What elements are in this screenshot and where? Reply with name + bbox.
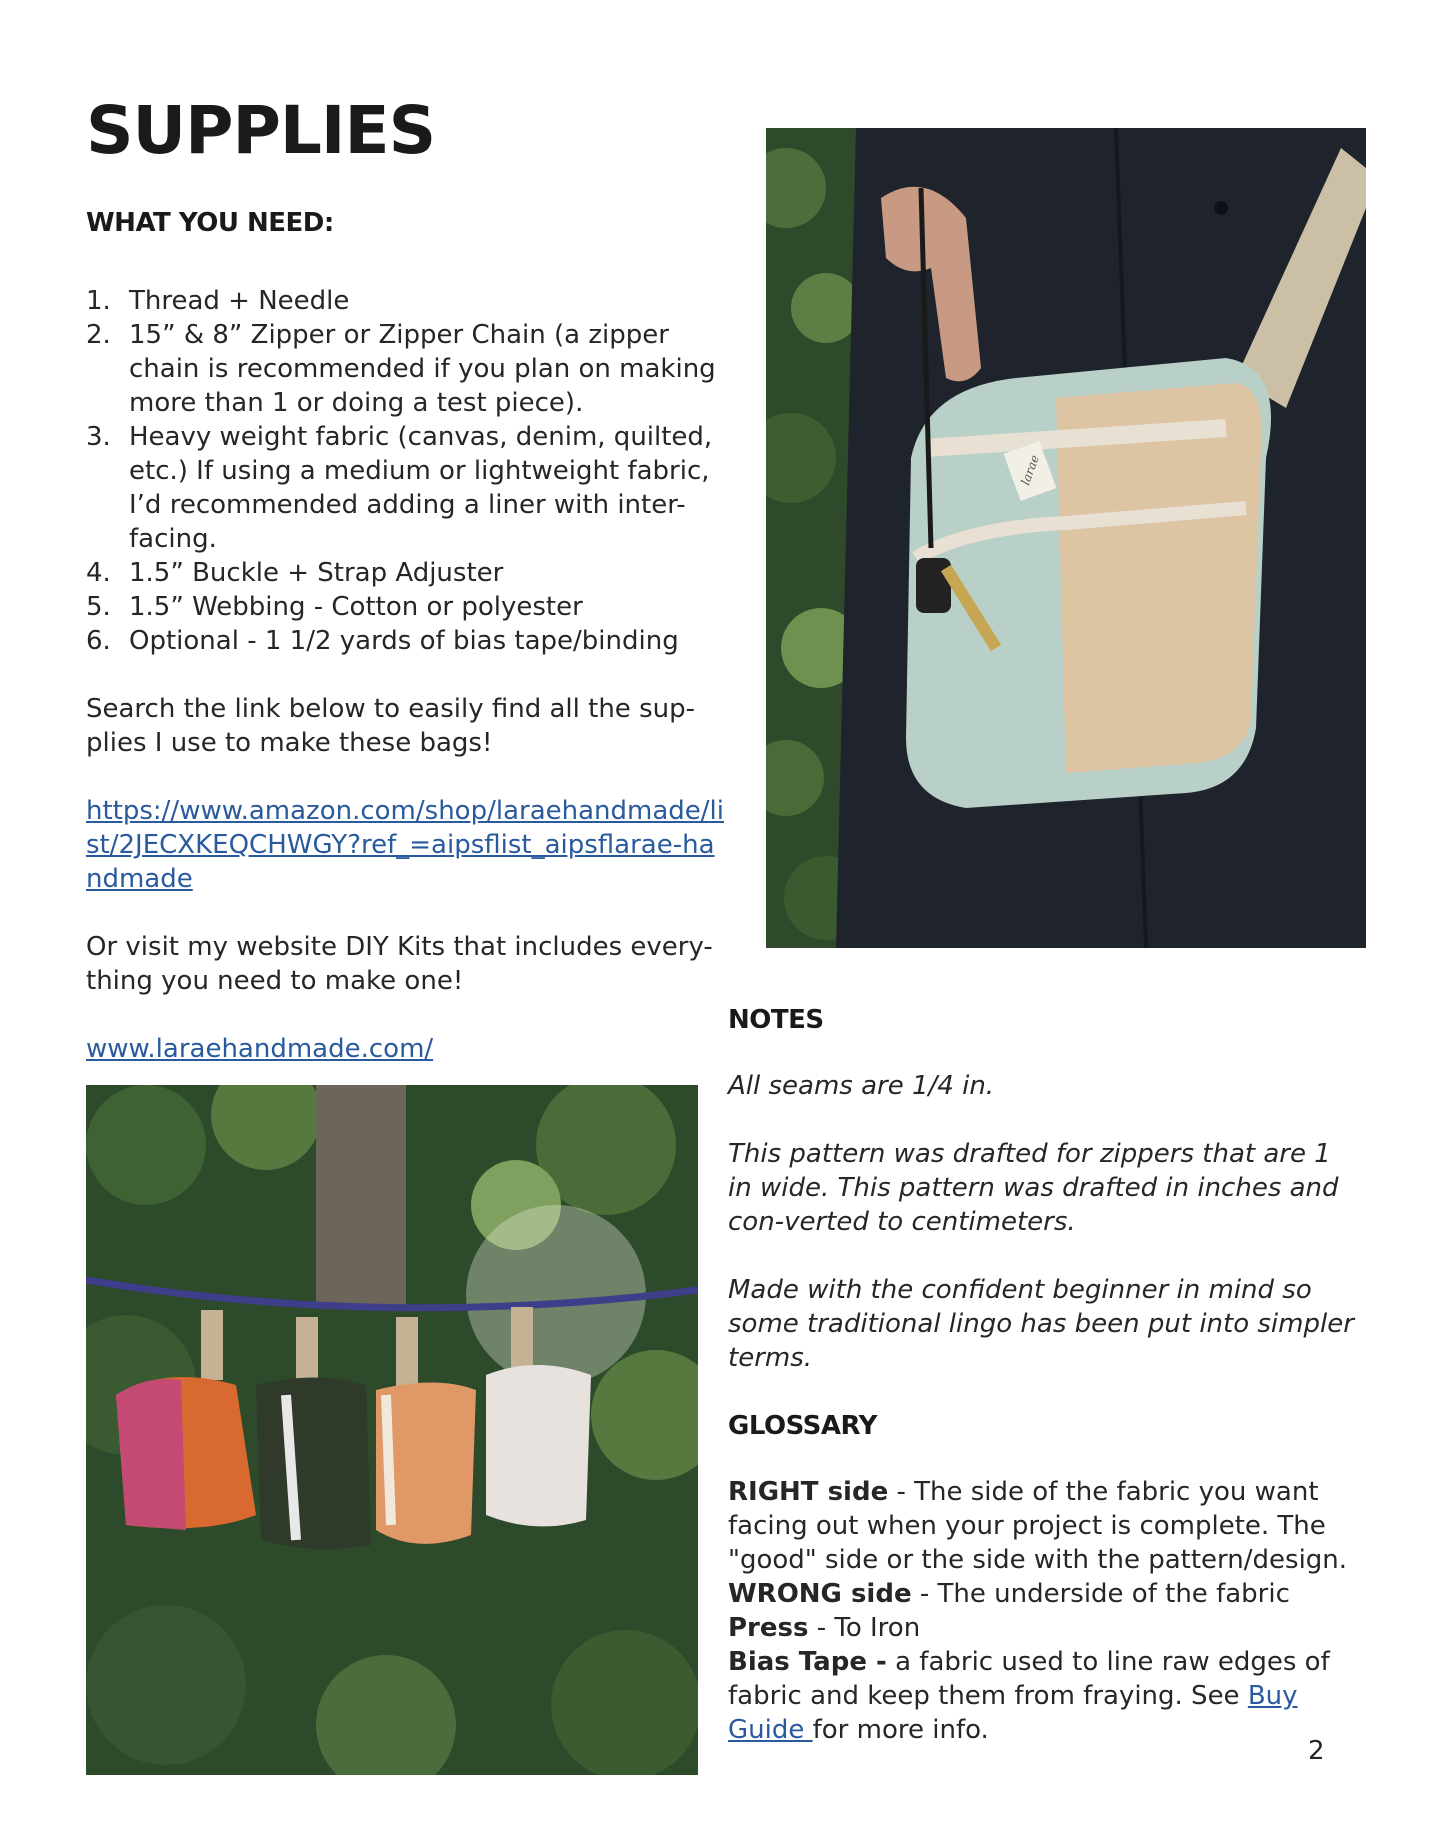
glossary-list — [728, 1475, 1368, 1747]
buy-guide-link[interactable]: Buy Guide — [728, 1681, 1298, 1745]
website-link[interactable]: www.laraehandmade.com/ — [86, 1034, 434, 1064]
note-item: Made with the confident beginner in mind so some traditional lingo has been put into simpler terms. — [728, 1275, 1354, 1373]
fanny-packs-hanging-photo — [86, 1085, 698, 1775]
list-item: 4. 1.5” Buckle + Strap Adjuster — [86, 558, 504, 588]
supplies-section — [86, 208, 726, 1066]
notes-heading: NOTES — [728, 1005, 824, 1035]
glossary-entry: WRONG side - The underside of the fabric — [728, 1579, 1290, 1609]
glossary-entry: RIGHT side - The side of the fabric you want facing out when your project is complete. The "good" side or the side with the pattern/design. — [728, 1477, 1348, 1575]
notes-section — [728, 1005, 1368, 1747]
search-instructions: Search the link below to easily find all the sup-plies I use to make these bags! — [86, 694, 695, 758]
list-item: 1. Thread + Needle — [86, 286, 350, 316]
what-you-need-heading: WHAT YOU NEED: — [86, 208, 334, 238]
bag-label-tag: larae — [1018, 453, 1043, 488]
diy-kits-text: Or visit my website DIY Kits that includes every-thing you need to make one! — [86, 932, 713, 996]
glossary-entry: Bias Tape - a fabric used to line raw edges of fabric and keep them from fraying. See Buy Guide for more info. — [728, 1647, 1330, 1745]
fanny-pack-worn-photo — [766, 128, 1366, 948]
note-item: This pattern was drafted for zippers that are 1 in wide. This pattern was drafted in inches and con-verted to centimeters. — [728, 1139, 1339, 1237]
glossary-heading: GLOSSARY — [728, 1411, 877, 1441]
page-number: 2 — [1308, 1736, 1325, 1766]
list-item: 5. 1.5” Webbing - Cotton or polyester — [86, 592, 583, 622]
note-item: All seams are 1/4 in. — [728, 1071, 995, 1101]
glossary-entry: Press - To Iron — [728, 1613, 921, 1643]
page-title: SUPPLIES — [86, 92, 436, 169]
list-item: 2. 15” & 8” Zipper or Zipper Chain (a zipper chain is recommended if you plan on making more than 1 or doing a test piece). — [86, 320, 716, 418]
amazon-supplies-link[interactable]: https://www.amazon.com/shop/laraehandmade/list/2JECXKEQCHWGY?ref_=aipsflist_aipsflarae-handmade — [86, 796, 724, 894]
list-item: 3. Heavy weight fabric (canvas, denim, quilted, etc.) If using a medium or lightweight fabric, I’d recommended adding a liner with inter-facing. — [86, 422, 713, 554]
list-item: 6. Optional - 1 1/2 yards of bias tape/binding — [86, 626, 679, 656]
supplies-list — [86, 284, 726, 658]
